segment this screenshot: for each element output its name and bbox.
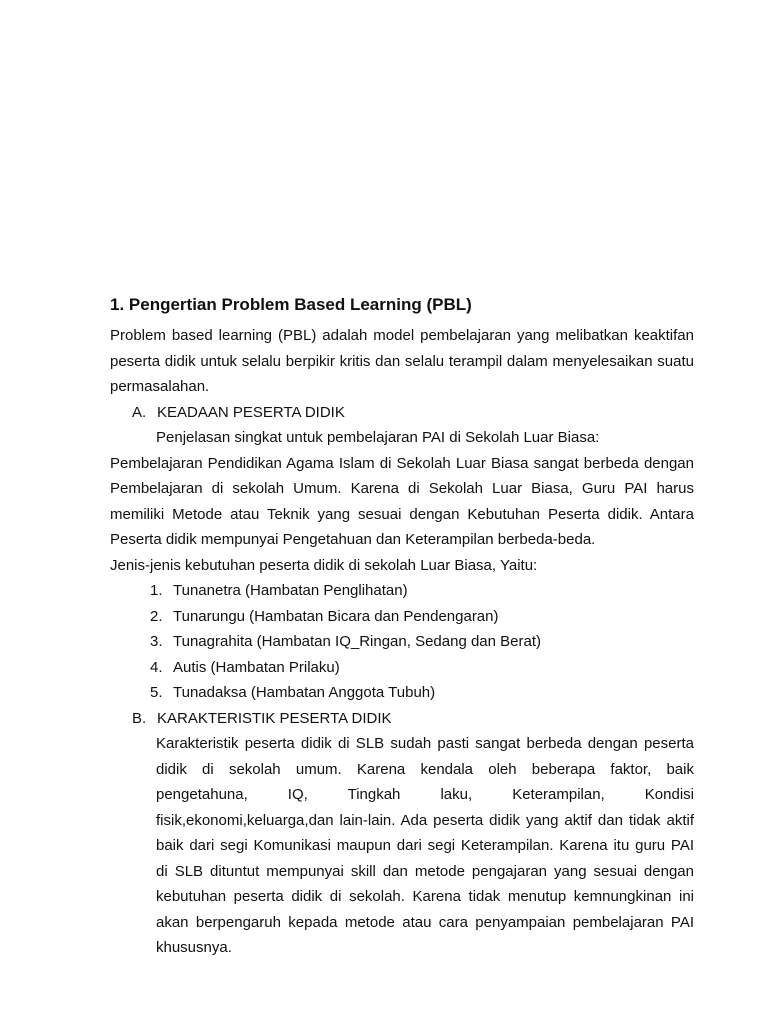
section-b-line: baik dari segi Komunikasi maupun dari segi Keterampilan. Karena itu guru PAI: [156, 837, 694, 854]
needs-list: [110, 578, 694, 706]
section-b-letter: B.: [132, 709, 147, 727]
list-item: [110, 629, 694, 655]
section-b-line: kebutuhan peserta didik di sekolah. Karena tidak menutup kemnungkinan ini: [156, 888, 694, 905]
section-b-title: KARAKTERISTIK PESERTA DIDIK: [157, 709, 392, 727]
section-a-letter: A.: [132, 403, 147, 421]
section-b-line: khususnya.: [156, 939, 232, 956]
list-intro: Jenis-jenis kebutuhan peserta didik di sekolah Luar Biasa, Yaitu:: [110, 556, 538, 574]
section-b-heading: [110, 706, 694, 732]
section-b-line: akan berpengaruh kepada metode atau cara penyampaian pembelajaran PAI: [156, 913, 694, 931]
document-content: [110, 292, 694, 961]
list-item-text: Tunagrahita (Hambatan IQ_Ringan, Sedang dan Berat): [173, 633, 542, 650]
list-item: [110, 604, 694, 630]
list-item: [110, 655, 694, 681]
section-a-title: KEADAAN PESERTA DIDIK: [157, 403, 345, 421]
list-item-text: Autis (Hambatan Prilaku): [173, 658, 340, 676]
list-item: [110, 680, 694, 706]
list-item-number: 5.: [150, 684, 163, 701]
list-item: [110, 578, 694, 604]
list-item-number: 4.: [150, 658, 163, 676]
section-b-line: Karakteristik peserta didik di SLB sudah pasti sangat berbeda dengan peserta: [156, 735, 694, 752]
list-item-number: 1.: [150, 582, 163, 599]
section-a-lead: Penjelasan singkat untuk pembelajaran PAI di Sekolah Luar Biasa:: [156, 429, 600, 446]
list-item-number: 3.: [150, 633, 163, 650]
section-b-line: didik di sekolah umum. Karena kendala oleh beberapa faktor, baik: [156, 760, 694, 778]
list-item-text: Tunadaksa (Hambatan Anggota Tubuh): [173, 684, 436, 701]
intro-paragraph: Problem based learning (PBL) adalah model pembelajaran yang melibatkan keaktifan peserta didik untuk selalu berpikir kritis dan selalu terampil dalam menyelesaikan suatu permasalahan.: [110, 327, 694, 395]
list-item-text: Tunarungu (Hambatan Bicara dan Pendengaran): [173, 607, 499, 625]
section-a-heading: [110, 400, 694, 426]
list-item-number: 2.: [150, 607, 163, 625]
section-b-line: pengetahuna, IQ, Tingkah laku, Keterampilan, Kondisi: [156, 786, 694, 803]
section-heading: 1. Pengertian Problem Based Learning (PBL): [110, 295, 472, 314]
section-b-line: fisik,ekonomi,keluarga,dan lain-lain. Ada peserta didik yang aktif dan tidak aktif: [156, 811, 694, 829]
section-a-body: Pembelajaran Pendidikan Agama Islam di Sekolah Luar Biasa sangat berbeda dengan Pembelajaran di sekolah Umum. Karena di Sekolah Luar Biasa, Guru PAI harus memiliki Metode atau Teknik yang sesuai dengan Kebutuhan Peserta didik. Antara Peserta didik mempunyai Pengetahuan dan Keterampilan berbeda-beda.: [110, 454, 694, 548]
section-b-line: di SLB dituntut mempunyai skill dan metode pengajaran yang sesuai dengan: [156, 862, 694, 880]
list-item-text: Tunanetra (Hambatan Penglihatan): [173, 582, 408, 599]
section-b-body: [110, 731, 694, 961]
